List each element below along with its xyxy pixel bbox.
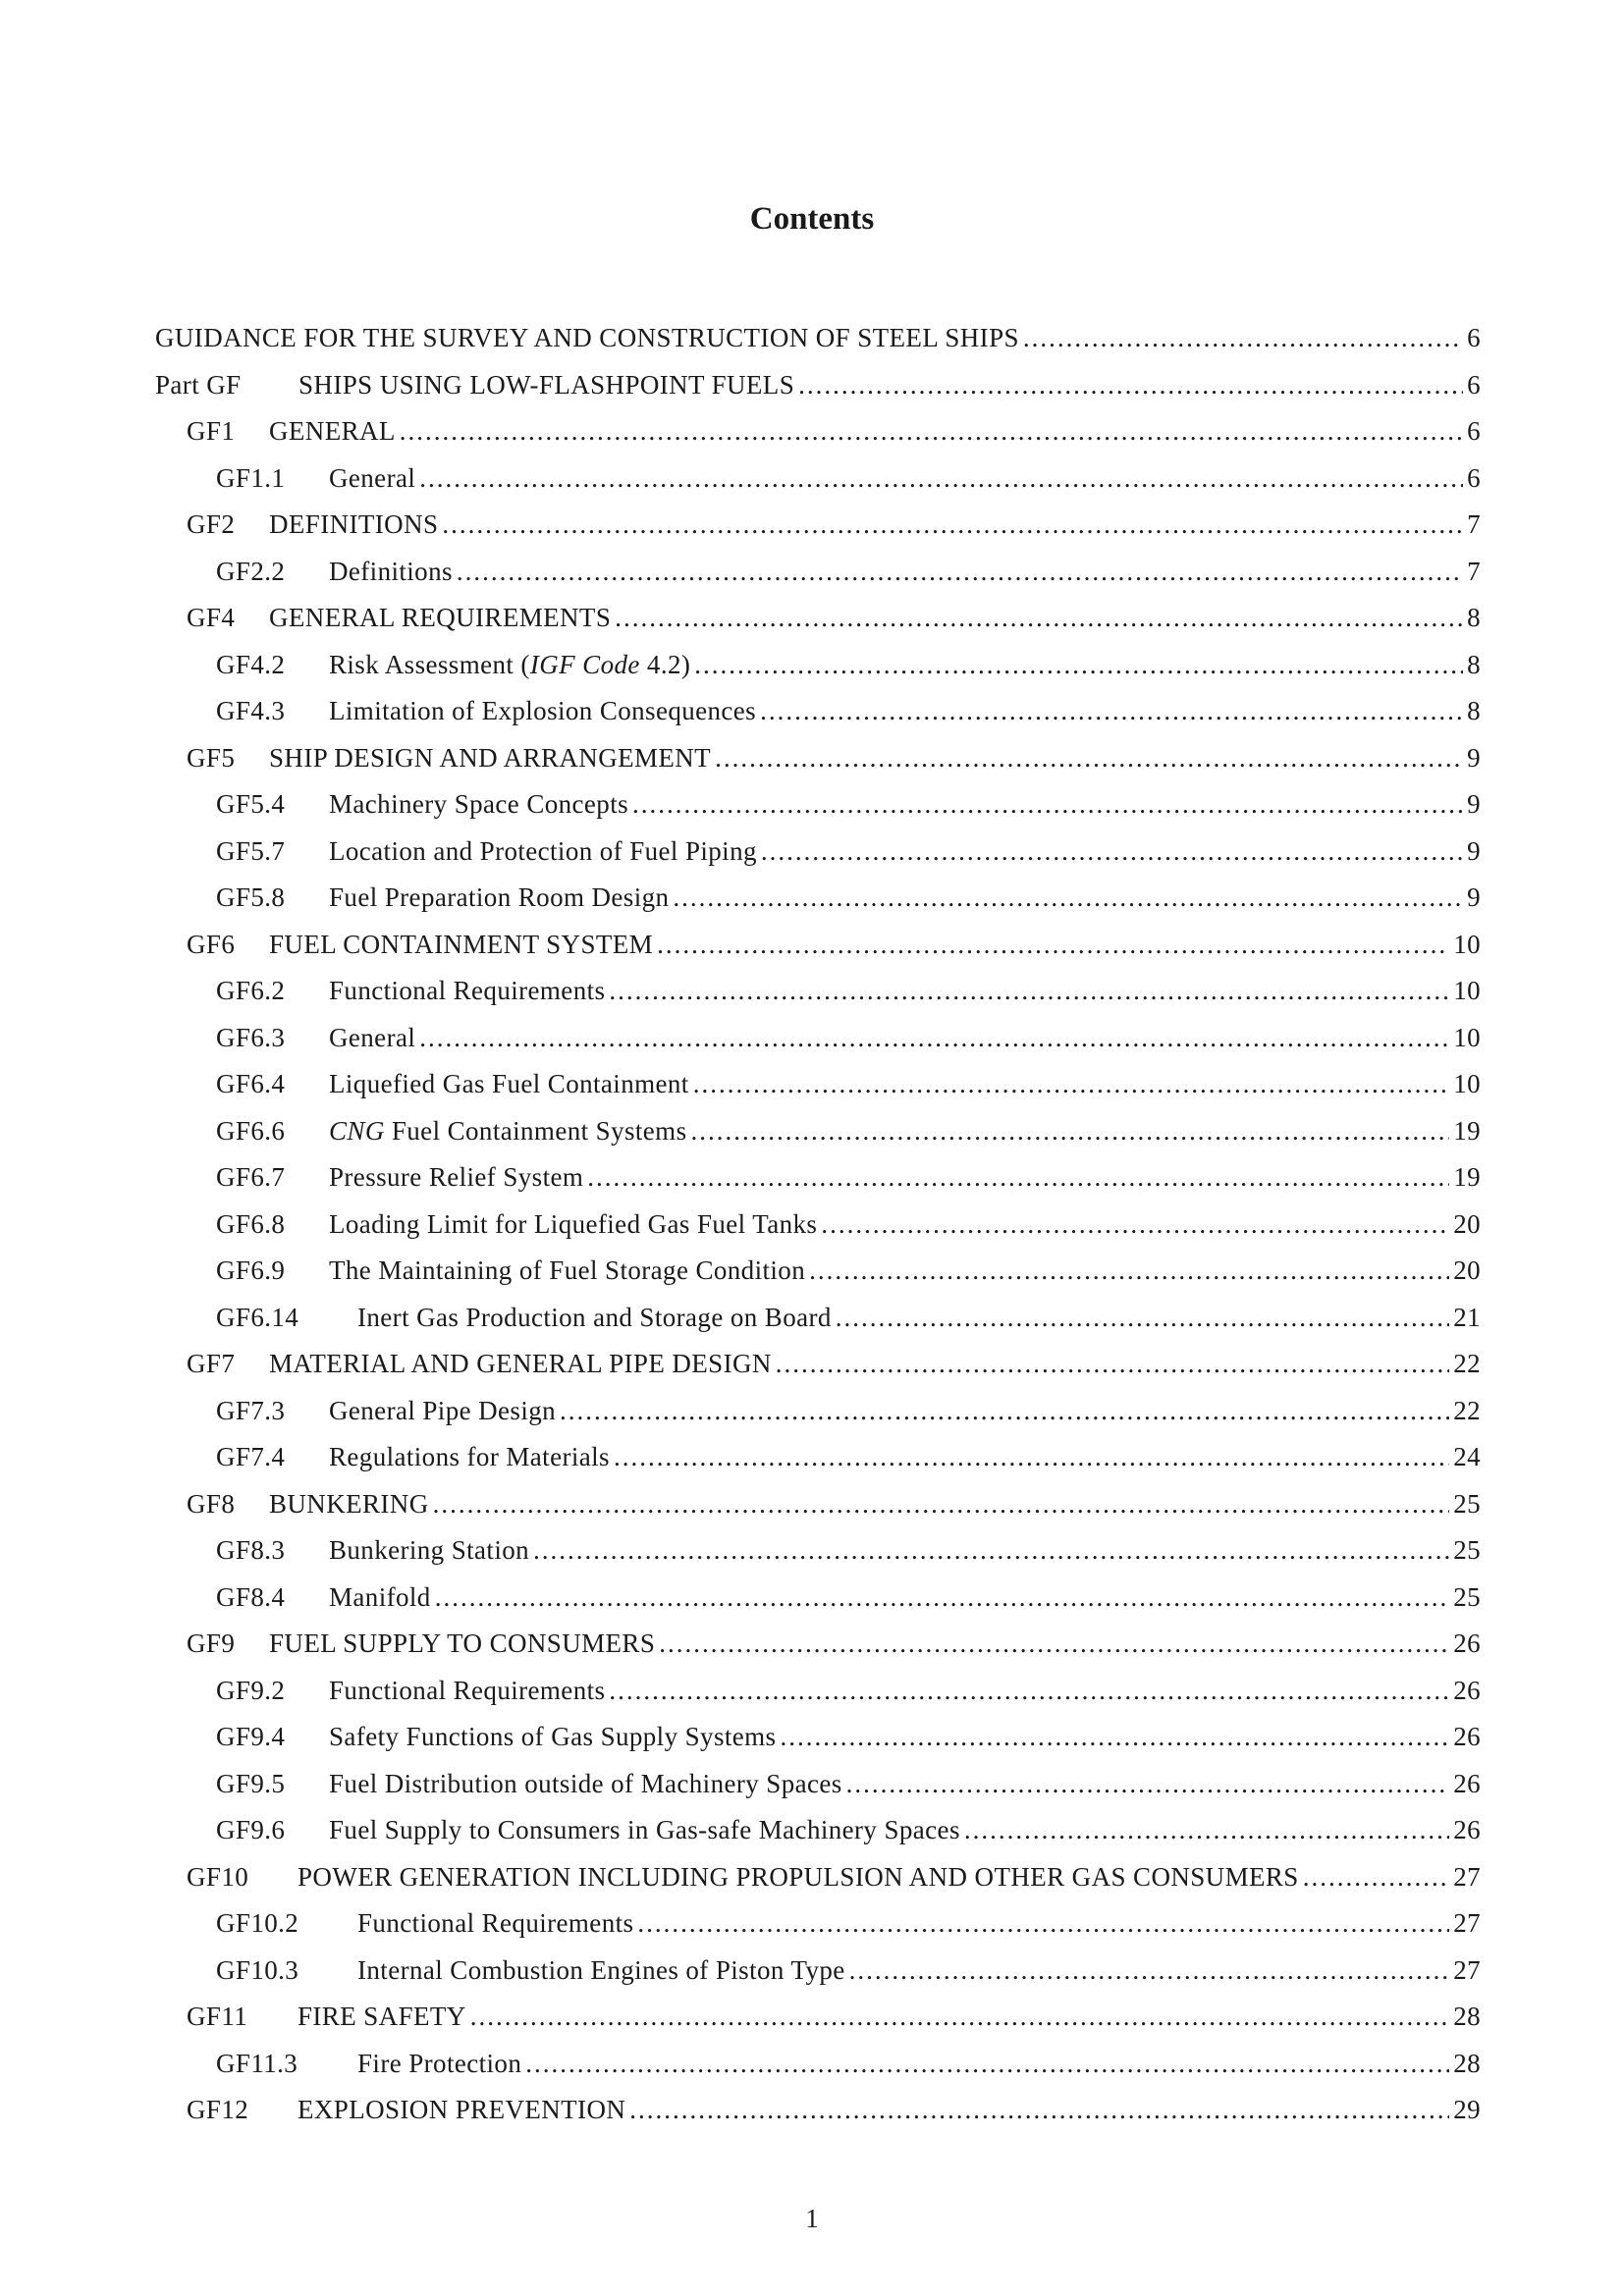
toc-entry-number: GF4.2 <box>216 649 286 679</box>
toc-entry-title: FUEL CONTAINMENT SYSTEM <box>269 929 654 959</box>
toc-entry-number: GF7 <box>187 1349 236 1378</box>
toc-entry-page: 9 <box>1467 789 1481 819</box>
toc-entry-page: 26 <box>1453 1815 1481 1844</box>
table-of-contents <box>155 319 1481 2138</box>
toc-entry-title: Pressure Relief System <box>329 1162 584 1192</box>
toc-entry-number: GF11 <box>187 2002 248 2031</box>
toc-entry-number: GF6.9 <box>216 1255 286 1285</box>
toc-entry-page: 6 <box>1467 416 1481 446</box>
toc-entry-number: GF6.7 <box>216 1162 286 1192</box>
toc-entry-page: 28 <box>1453 2048 1481 2078</box>
toc-entry[interactable] <box>155 1718 1481 1765</box>
toc-entry-number: GF5.4 <box>216 789 286 819</box>
toc-leader-dots <box>836 1303 1449 1333</box>
toc-leader-dots <box>964 1815 1449 1845</box>
toc-leader-dots <box>849 1955 1450 1986</box>
toc-entry-page: 9 <box>1467 835 1481 866</box>
toc-entry[interactable] <box>155 1858 1481 1905</box>
toc-leader-dots <box>659 1629 1449 1659</box>
toc-entry-page: 22 <box>1453 1349 1481 1378</box>
toc-entry-number: GF12 <box>187 2095 249 2124</box>
toc-entry-page: 22 <box>1453 1395 1481 1425</box>
toc-entry-title: Manifold <box>329 1581 431 1612</box>
toc-entry-number: GF6.2 <box>216 976 286 1005</box>
toc-entry-page: 21 <box>1453 1302 1481 1332</box>
toc-entry[interactable] <box>155 366 1481 413</box>
toc-entry-page: 10 <box>1453 1022 1481 1052</box>
toc-entry[interactable] <box>155 1112 1481 1159</box>
toc-entry-number: GF9.6 <box>216 1815 286 1844</box>
toc-entry-page: 25 <box>1453 1488 1481 1519</box>
toc-entry-title: GUIDANCE FOR THE SURVEY AND CONSTRUCTION OF STEEL SHIPS <box>155 323 1019 352</box>
toc-entry-title: DEFINITIONS <box>269 509 439 539</box>
toc-entry-page: 9 <box>1467 742 1481 773</box>
toc-leader-dots <box>560 1396 1449 1426</box>
toc-entry-title: General <box>329 1022 416 1052</box>
toc-leader-dots <box>821 1209 1449 1240</box>
toc-entry-page: 7 <box>1467 556 1481 586</box>
toc-entry-page: 26 <box>1453 1629 1481 1658</box>
toc-entry-number: GF8 <box>187 1488 236 1519</box>
toc-entry[interactable] <box>155 1578 1481 1626</box>
toc-leader-dots <box>632 789 1463 820</box>
toc-entry[interactable] <box>155 1252 1481 1299</box>
toc-entry-page: 25 <box>1453 1535 1481 1565</box>
toc-entry-title: Bunkering Station <box>329 1535 530 1565</box>
toc-leader-dots <box>715 743 1463 774</box>
toc-entry-title: Functional Requirements <box>329 976 606 1005</box>
toc-entry-title: Fire Protection <box>357 2048 522 2078</box>
toc-entry-number: GF8.3 <box>216 1535 286 1565</box>
toc-entry-page: 26 <box>1453 1675 1481 1705</box>
toc-entry-number: GF4.3 <box>216 696 286 725</box>
toc-entry-number: GF2 <box>187 509 236 539</box>
toc-leader-dots <box>433 1489 1450 1520</box>
toc-entry-title: GENERAL <box>269 416 396 446</box>
toc-entry[interactable] <box>155 1811 1481 1858</box>
toc-entry-number: GF5.8 <box>216 882 286 912</box>
toc-entry-page: 26 <box>1453 1722 1481 1751</box>
toc-entry-title: SHIP DESIGN AND ARRANGEMENT <box>269 742 712 773</box>
toc-entry-page: 6 <box>1467 323 1481 352</box>
toc-entry-page: 6 <box>1467 462 1481 493</box>
toc-entry[interactable] <box>155 1019 1481 1066</box>
toc-leader-dots <box>657 930 1449 960</box>
toc-leader-dots <box>629 2095 1449 2125</box>
toc-entry[interactable] <box>155 2045 1481 2092</box>
toc-leader-dots <box>470 2002 1450 2032</box>
page-number: 1 <box>805 2204 819 2233</box>
toc-entry-title: Fuel Supply to Consumers in Gas-safe Machinery Spaces <box>329 1815 960 1844</box>
toc-entry-title: Fuel Preparation Room Design <box>329 882 670 912</box>
toc-entry-page: 8 <box>1467 603 1481 632</box>
toc-entry-title: Safety Functions of Gas Supply Systems <box>329 1722 777 1751</box>
toc-entry[interactable] <box>155 2091 1481 2138</box>
page-title: Contents <box>749 201 875 237</box>
toc-leader-dots <box>1023 323 1463 353</box>
toc-leader-dots <box>798 370 1463 400</box>
toc-entry[interactable] <box>155 1205 1481 1253</box>
toc-entry-number: GF10.2 <box>216 1908 299 1938</box>
toc-leader-dots <box>637 1908 1449 1939</box>
toc-entry-title: GENERAL REQUIREMENTS <box>269 603 612 632</box>
toc-entry-page: 20 <box>1453 1255 1481 1285</box>
toc-entry-number: GF7.3 <box>216 1395 286 1425</box>
toc-entry[interactable] <box>155 319 1481 366</box>
toc-entry-page: 10 <box>1453 929 1481 959</box>
toc-leader-dots <box>533 1535 1449 1566</box>
toc-entry-page: 10 <box>1453 1069 1481 1098</box>
toc-leader-dots <box>609 1676 1449 1706</box>
toc-entry[interactable] <box>155 1485 1481 1532</box>
toc-entry-page: 25 <box>1453 1581 1481 1612</box>
toc-entry[interactable] <box>155 1345 1481 1392</box>
toc-entry-number: GF9 <box>187 1629 236 1658</box>
toc-leader-dots <box>809 1255 1449 1286</box>
toc-entry-title: Definitions <box>329 556 453 586</box>
toc-entry-page: 29 <box>1453 2095 1481 2124</box>
toc-entry-title: EXPLOSION PREVENTION <box>298 2095 626 2124</box>
toc-entry-title: Functional Requirements <box>329 1675 606 1705</box>
toc-entry-number: Part GF <box>155 369 242 400</box>
toc-leader-dots <box>419 463 1463 494</box>
toc-entry-title: SHIPS USING LOW-FLASHPOINT FUELS <box>298 369 795 400</box>
toc-entry-page: 10 <box>1453 976 1481 1005</box>
toc-leader-dots <box>694 650 1463 680</box>
toc-entry-title: Regulations for Materials <box>329 1442 610 1471</box>
toc-leader-dots <box>587 1162 1449 1193</box>
toc-entry-title: CNG Fuel Containment Systems <box>329 1115 687 1146</box>
toc-entry-number: GF6.4 <box>216 1069 286 1098</box>
toc-entry-number: GF1 <box>187 416 236 446</box>
toc-leader-dots <box>776 1349 1449 1379</box>
toc-entry[interactable] <box>155 1672 1481 1719</box>
toc-entry-title: Inert Gas Production and Storage on Board <box>357 1302 832 1332</box>
toc-entry-title: Location and Protection of Fuel Piping <box>329 835 757 866</box>
toc-leader-dots <box>457 557 1463 587</box>
toc-entry-number: GF5 <box>187 742 236 773</box>
toc-entry-number: GF6.3 <box>216 1022 286 1052</box>
toc-entry[interactable] <box>155 972 1481 1019</box>
toc-entry[interactable] <box>155 1158 1481 1205</box>
toc-entry-title: General Pipe Design <box>329 1395 557 1425</box>
toc-leader-dots <box>419 1023 1449 1053</box>
toc-entry[interactable] <box>155 692 1481 739</box>
toc-entry-page: 27 <box>1453 1954 1481 1985</box>
toc-entry[interactable] <box>155 832 1481 880</box>
toc-leader-dots <box>614 1442 1449 1472</box>
toc-leader-dots <box>525 2049 1449 2079</box>
toc-leader-dots <box>609 976 1449 1006</box>
toc-leader-dots <box>442 509 1463 540</box>
toc-entry-title: Risk Assessment (IGF Code 4.2) <box>329 649 691 679</box>
toc-entry[interactable] <box>155 1531 1481 1578</box>
toc-entry[interactable] <box>155 646 1481 693</box>
toc-entry[interactable] <box>155 926 1481 973</box>
toc-entry-number: GF11.3 <box>216 2048 298 2078</box>
toc-leader-dots <box>760 696 1463 726</box>
toc-entry[interactable] <box>155 879 1481 926</box>
toc-entry[interactable] <box>155 1299 1481 1346</box>
toc-entry-number: GF2.2 <box>216 556 286 586</box>
toc-entry-title: Loading Limit for Liquefied Gas Fuel Tanks <box>329 1208 818 1239</box>
toc-leader-dots <box>761 836 1463 867</box>
toc-entry-title: Limitation of Explosion Consequences <box>329 696 757 725</box>
toc-entry-title: Functional Requirements <box>357 1908 634 1938</box>
toc-entry-title: General <box>329 462 416 493</box>
toc-entry-number: GF9.5 <box>216 1768 286 1798</box>
toc-entry-title: Internal Combustion Engines of Piston Type <box>357 1954 845 1985</box>
toc-entry-page: 6 <box>1467 369 1481 400</box>
toc-entry-number: GF1.1 <box>216 462 286 493</box>
toc-entry-title: FIRE SAFETY <box>298 2002 466 2031</box>
toc-entry-number: GF10 <box>187 1861 249 1892</box>
toc-entry-page: 20 <box>1453 1208 1481 1239</box>
toc-leader-dots <box>690 1116 1449 1147</box>
toc-entry-page: 27 <box>1453 1861 1481 1892</box>
toc-entry-page: 19 <box>1453 1162 1481 1192</box>
toc-entry-title: Liquefied Gas Fuel Containment <box>329 1069 689 1098</box>
toc-entry[interactable] <box>155 459 1481 507</box>
toc-entry-title: POWER GENERATION INCLUDING PROPULSION AND OTHER GAS CONSUMERS <box>298 1861 1299 1892</box>
toc-entry-number: GF8.4 <box>216 1581 286 1612</box>
toc-entry[interactable] <box>155 1065 1481 1112</box>
toc-entry-page: 26 <box>1453 1768 1481 1798</box>
toc-entry-number: GF6.14 <box>216 1302 299 1332</box>
toc-entry[interactable] <box>155 1625 1481 1672</box>
toc-entry[interactable] <box>155 1765 1481 1812</box>
toc-entry-page: 7 <box>1467 509 1481 539</box>
toc-entry[interactable] <box>155 785 1481 832</box>
toc-entry-number: GF6.6 <box>216 1115 286 1146</box>
toc-leader-dots <box>673 882 1463 913</box>
toc-entry-page: 27 <box>1453 1908 1481 1938</box>
toc-entry-number: GF4 <box>187 603 236 632</box>
toc-entry-number: GF6.8 <box>216 1208 286 1239</box>
toc-leader-dots <box>780 1722 1449 1752</box>
toc-entry-page: 8 <box>1467 696 1481 725</box>
toc-entry-number: GF7.4 <box>216 1442 286 1471</box>
toc-entry-title: BUNKERING <box>269 1488 429 1519</box>
toc-entry-number: GF5.7 <box>216 835 286 866</box>
toc-entry[interactable] <box>155 412 1481 459</box>
toc-entry[interactable] <box>155 599 1481 646</box>
toc-entry-number: GF6 <box>187 929 236 959</box>
toc-entry[interactable] <box>155 1392 1481 1439</box>
toc-leader-dots <box>435 1582 1450 1613</box>
toc-entry-page: 9 <box>1467 882 1481 912</box>
toc-entry-number: GF10.3 <box>216 1954 299 1985</box>
toc-leader-dots <box>846 1769 1450 1799</box>
toc-entry[interactable] <box>155 1438 1481 1485</box>
toc-entry[interactable] <box>155 739 1481 786</box>
toc-entry[interactable] <box>155 553 1481 600</box>
toc-entry-page: 28 <box>1453 2002 1481 2031</box>
toc-entry-number: GF9.2 <box>216 1675 286 1705</box>
toc-leader-dots <box>615 603 1463 633</box>
toc-entry-title: Fuel Distribution outside of Machinery Spaces <box>329 1768 842 1798</box>
toc-entry-title: FUEL SUPPLY TO CONSUMERS <box>269 1629 656 1658</box>
toc-entry-title: MATERIAL AND GENERAL PIPE DESIGN <box>269 1349 772 1378</box>
toc-entry[interactable] <box>155 506 1481 553</box>
toc-entry-page: 24 <box>1453 1442 1481 1471</box>
toc-leader-dots <box>693 1069 1450 1099</box>
toc-leader-dots <box>1303 1862 1449 1893</box>
toc-entry-title: Machinery Space Concepts <box>329 789 629 819</box>
toc-entry-number: GF9.4 <box>216 1722 286 1751</box>
toc-entry-title: The Maintaining of Fuel Storage Condition <box>329 1255 806 1285</box>
toc-leader-dots <box>400 416 1463 447</box>
toc-entry[interactable] <box>155 1998 1481 2045</box>
toc-entry-page: 19 <box>1453 1115 1481 1146</box>
toc-entry-page: 8 <box>1467 649 1481 679</box>
toc-entry[interactable] <box>155 1951 1481 1999</box>
toc-entry[interactable] <box>155 1904 1481 1951</box>
